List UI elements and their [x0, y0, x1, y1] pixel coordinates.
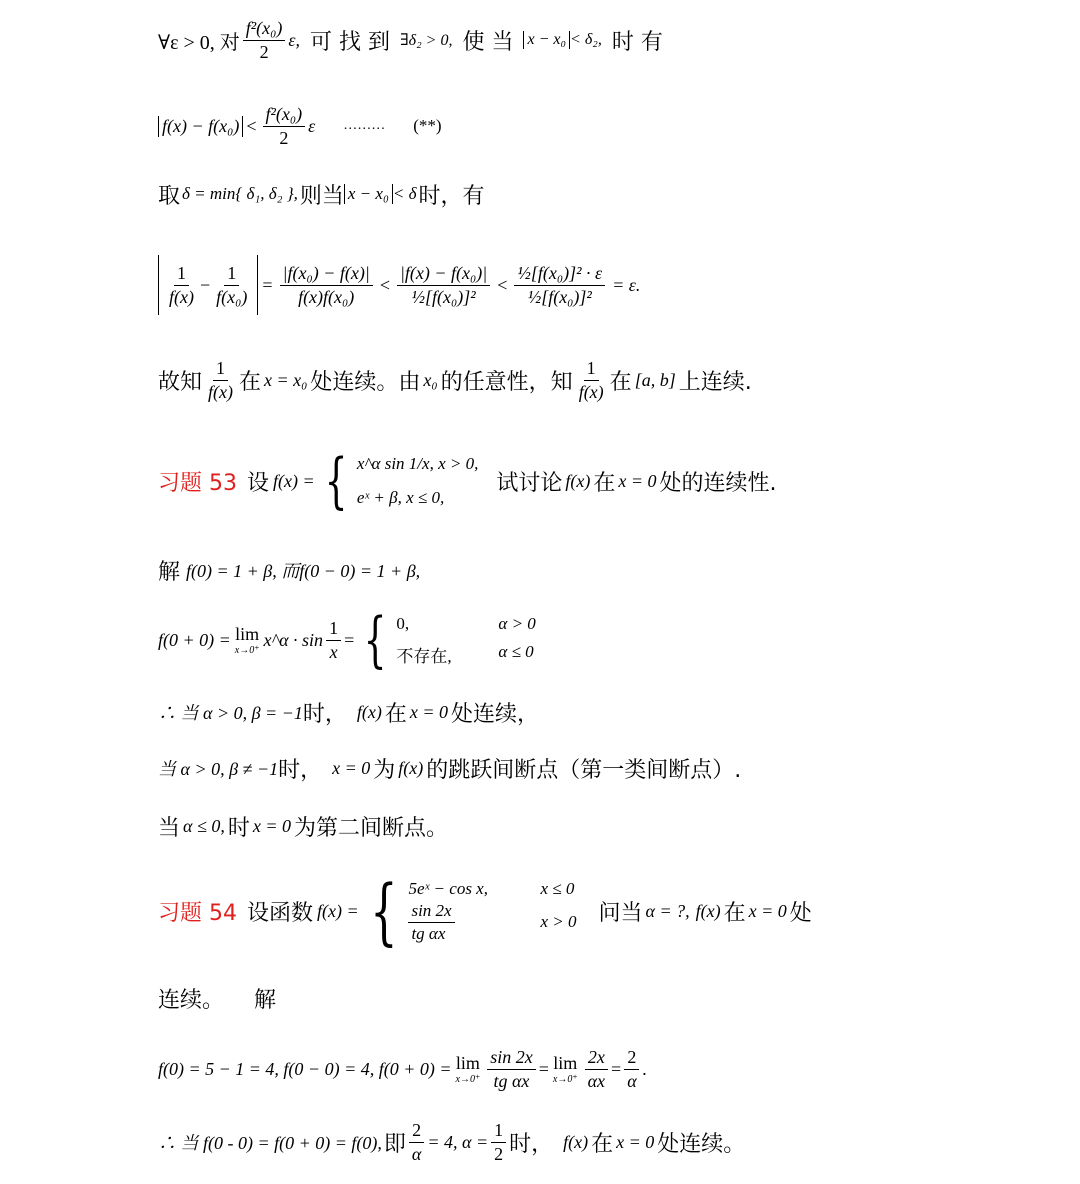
line-4-inequality: $\frac{1}{f(x)}$ − $\frac{1}{\text{f(x₀)}}$ = $\frac{\text{|f(x₀) − f(x)|}}{\text{f(x)f(x₀)}}$ < $\frac{\text{|f(x) − f(x₀)|}}{\text{½[f(x₀)]²}}$ < $\frac{\text{½[f(x₀)]² · ε}}{\text{½[f(x₀)]²}}$ = ε.	[158, 232, 640, 338]
exercise-53: 习题 53 设 f(x) = { x^α sin 1/x, x > 0, eˣ + β, x ≤ 0, 试讨论 f(x) 在 x = 0 处的连续性.	[158, 446, 777, 516]
exercise-label: 习题 54	[158, 900, 237, 926]
math-forall: ∀ε > 0, 对	[158, 31, 240, 54]
piecewise-cases: x^α sin 1/x, x > 0, eˣ + β, x ≤ 0,	[356, 454, 479, 507]
solution-53-line-3: ∴ 当 α > 0, β = −1 时， f(x) 在 x = 0 处连续，	[158, 701, 540, 727]
continuation-line: 连续。 解	[158, 987, 277, 1013]
fraction: $\frac{\text{f²(x₀)}}{2}$	[243, 18, 286, 63]
exercise-label: 习题 53	[158, 470, 237, 496]
fraction: $\frac{\text{f²(x₀)}}{2}$	[263, 104, 306, 149]
solution-54-line-2: ∴ 当 f(0 - 0) = f(0 + 0) = f(0), 即 $\frac{2}{\alpha}$ = 4, α = $\frac{1}{2}$ 时， f(x) 在 x = 0 处连续。	[158, 1119, 746, 1164]
piecewise-cases: 5eˣ − cos x, x ≤ 0 $\frac{\sin 2x}{\text{tg αx}}$ x > 0	[408, 878, 577, 943]
solution-53-line-1: 解 f(0) = 1 + β, 而f(0 − 0) = 1 + β,	[158, 559, 421, 585]
line-5: 故知 $\frac{1}{f(x)}$ 在 x = x₀ 处连续。由 x₀ 的任意性，知 $\frac{1}{f(x)}$ 在 [a, b] 上连续.	[158, 357, 752, 402]
line-1: ∀ε > 0, 对 $\frac{\text{f²(x₀)}}{2}$ ε, 可 找 到 ∃δ₂ > 0, 使 当 x − x₀ < δ₂, 时 有	[158, 17, 663, 62]
solution-53-line-2: f(0 + 0) = lim x→0⁺ x^α · sin $\frac{1}{x}$ = { 0, α > 0 不存在, α ≤ 0	[158, 605, 536, 675]
exercise-54: 习题 54 设函数 f(x) = { 5eˣ − cos x, x ≤ 0 $\frac{\sin 2x}{\text{tg αx}}$ x > 0 问当 α = ?, f(x) 在 x = 0 处	[158, 869, 812, 953]
abs-difference: $\frac{1}{f(x)}$ − $\frac{1}{\text{f(x₀)}}$	[158, 255, 258, 315]
solution-53-line-4: 当 α > 0, β ≠ −1 时， x = 0 为 f(x) 的跳跃间断点（第一类间断点）.	[158, 757, 742, 783]
solution-53-line-5: 当 α ≤ 0, 时 x = 0 为第二间断点。	[158, 815, 449, 841]
solution-54-line-1: f(0) = 5 − 1 = 4, f(0 − 0) = 4, f(0 + 0) = lim x→0⁺ $\frac{\sin 2x}{\text{tg αx}}$ = lim x→0⁺ $\frac{2x}{\alpha x}$ = $\frac{2}{\alpha}$ .	[158, 1046, 648, 1091]
line-3: 取 δ = min{ δ₁, δ₂ }, 则当 x − x₀ < δ 时，有	[158, 183, 485, 209]
line-2: f(x) − f(x₀) < $\frac{\text{f²(x₀)}}{2}$ ε ……… (**)	[158, 100, 442, 152]
